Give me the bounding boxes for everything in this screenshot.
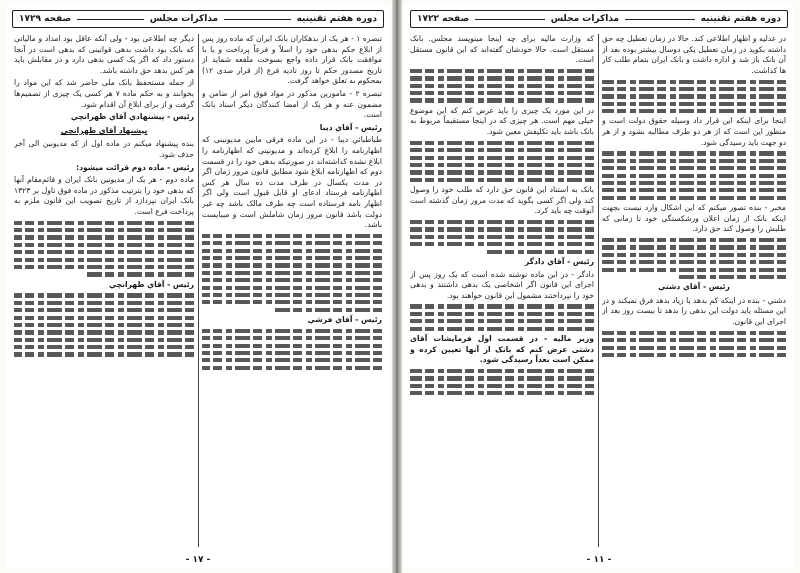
text-line [14, 293, 194, 297]
text-line [410, 69, 594, 73]
column-divider [198, 34, 199, 547]
text-line [14, 323, 194, 327]
text-line [410, 369, 594, 373]
text-line [202, 351, 382, 355]
paragraph: تبصره ۱ - هر یک از بدهکاران بانک ایران که ماده روز پس از ابلاغ حکم بدهی خود را اسلاً و فرعاً پرداخت و یا با موافقت بانک قرار داده واجع بسوخت ملفعه شمايد از تاريخ مصدور حكم تا روز تاديه فرع (از قرار صدی ۱۲) بمحکوم به تعلق خواهد گرفت. [202, 34, 382, 86]
paragraph: اینجا برای اینکه این قرار داد وسیله حقوق دولت است و منظور این است که از هر دو طرف مطالبه بشود و از هر دو جهت باید رسیدگی شود. [602, 116, 786, 147]
text-line [602, 109, 786, 113]
paragraph: که وزارت مالیه برای چه اینجا مینویسد مجلس. بانک مستقل است. حالا خودشان گفته‌اند که این قانون مستقل است. [410, 34, 594, 65]
header-rule [224, 19, 290, 20]
text-line [602, 188, 786, 192]
text-line [202, 256, 382, 260]
text-line [14, 345, 194, 349]
text-line [410, 156, 594, 160]
text-line [602, 151, 786, 155]
text-line [410, 391, 594, 395]
text-line [14, 265, 194, 269]
right-header-page-number: صفحه ۱۷۲۲ [417, 14, 470, 24]
text-line [14, 316, 194, 320]
text-line [602, 331, 786, 335]
right-page [404, 4, 794, 569]
speaker-line: رئيس - پيشنهادي آقاي طهرانچي [70, 112, 194, 122]
speaker-line: رئيس - آقاي دشتي [658, 282, 730, 292]
text-line [410, 163, 594, 167]
left-page [6, 4, 390, 569]
text-line [602, 80, 786, 84]
text-line [410, 235, 594, 239]
text-line [202, 329, 382, 333]
paragraph: تبصره ۲ - مامورين مذکور در مواد فوق امر از ضامن و مضمون عنه و هر یک از امضا کنندگان دیگر اسناد بانک است. [202, 88, 382, 120]
text-line [602, 245, 786, 249]
right-header-volume: دوره هفتم تقنینیه [700, 14, 781, 24]
paragraph: بانک به استناد این قانون حق دارد که طلب خود را وصول کند ولی اگر کسی بگوید که مدت مرور زمان گذشته است آنوقت چه باید کرد. [410, 185, 594, 216]
text-line [202, 336, 382, 340]
right-page-header [410, 10, 788, 28]
paragraph: طباطبائي ديبا - در این ماده فرقی مابین مدیونینی که اظهارنامه را ابلاغ کرده‌اند و مدیونینی که اظهارنامه را ابلاغ نشده کذاشته‌اند در صورتیکه بدهی خود را در قسمت دوم که اظهارنامه ابلاغ شود مطابق قانون مرور زمان اگر در مدت یکسال در ظرف مدت ده سال هر کس اظهارنامه فرستاد ادعای او قابل قبول است ولی اگر اظهار نامه فرستاده است چه طرف مالک باشد چه غیر دولت باشد قانون مرور زمان شاملش است و میبایست باشد. [202, 135, 382, 230]
text-line [602, 196, 786, 200]
text-line [14, 308, 194, 312]
text-line [202, 358, 382, 362]
text-line [14, 235, 194, 239]
text-line [410, 141, 594, 145]
right-header-title: مذاکرات مجلس [550, 14, 620, 24]
header-rule [77, 19, 143, 20]
right-page-footer: - ۱۱ - [586, 555, 612, 565]
text-line [410, 227, 594, 231]
text-line [14, 221, 194, 225]
paragraph: مخبر - بنده تصور میکنم که این اشکال وارد نیست بجهت اینکه بانک از زمان اعلان ورشکستگی خود تا زمانی که طلبش را وصول کند حق دارد. [602, 203, 786, 234]
text-line [484, 250, 594, 254]
speaker-line: رئيس - آقاي ديبا [319, 122, 382, 132]
text-line [602, 94, 786, 98]
text-line [14, 243, 194, 247]
text-line [202, 271, 382, 275]
text-line [14, 228, 194, 232]
paragraph: در عدلیه و اظهار اطلاعی کند. حالا در زمان تعطیل چه حق داشته بکوید در زمان تعطیل یکی دوسال بیشتر بوده بعد از آن بانک باز شد و اداره داشت و بانک ایران بتمام طلب کار ها کذاشت. [602, 34, 786, 75]
text-line [14, 352, 194, 356]
text-line [602, 102, 786, 106]
text-line [14, 338, 194, 342]
paragraph: دادگر - در این ماده نوشته شده است که یک روز پس از اجرای این قانون اگر اشخاصی یک بدهی داشتند و بدهی خود را نپرداختند مشمول این قانون خواهند بود. [410, 269, 594, 300]
text-line [602, 166, 786, 170]
text-line [410, 242, 594, 246]
text-line [202, 344, 382, 348]
header-rule [625, 19, 694, 20]
text-line [410, 327, 594, 331]
paragraph: ماده دوم - هر یک از مدیونین بانک ایران و قائم‌مقام آنها که بدهی خود را بترتیب مذکور در ماده فوق تاول بر ۱۳۲۳ بانک ایران نپردازد از تاریخ تصویب این قانون ملزم به پرداخت فرع است. [14, 175, 194, 216]
text-line [602, 338, 786, 342]
text-line [410, 170, 594, 174]
text-line [202, 286, 382, 290]
left-header-title: مذاکرات مجلس [149, 14, 219, 24]
left-page-column-right [202, 34, 382, 547]
text-line [14, 250, 194, 254]
text-line [410, 319, 594, 323]
right-page-column-right [602, 34, 786, 547]
speaker-line: رئيس - آقاي طهرانچي [108, 279, 194, 289]
paragraph: در این مورد یک چیزی را باید عرض کنم که این موضوع خیلی مهم است. هر چیزی که در اینجا مستقیماً مربوط به بانک باشد باید تکلیفش معین شود. [410, 105, 594, 137]
paragraph: دیگر چه اطلاعی بود - ولی آنکه عاقل بود امداد و مالیاتی که بانک بود داشت بدهی قوانینی که بدهی است در آنجا دستور داد که اگر یک کسی بدهی دارد و در مقابلش باید هر کس بدهد حق داشته باشد. [14, 34, 194, 75]
speaker-line: رئيس - آقاي دادگر [524, 256, 594, 266]
text-line [602, 87, 786, 91]
text-line [602, 238, 786, 242]
paragraph: از جمله مستحفظ بانک ملی حاضر شد که این مواد را بخوانند و به حکم ماده ۷ هر کسی یک چیزی از تصمیم‌ها گرفت و از برای ابلاغ آن اقدام شود. [14, 78, 194, 109]
text-line [202, 278, 382, 282]
left-header-volume: دوره هفتم تقنینیه [296, 14, 377, 24]
text-line [202, 241, 382, 245]
text-line [602, 353, 786, 357]
text-line [14, 258, 194, 262]
text-line [202, 263, 382, 267]
text-line [602, 268, 786, 272]
header-rule [475, 19, 544, 20]
text-line [202, 234, 382, 238]
section-heading: پيشنهاد آقاي طهرانچي [60, 125, 148, 135]
text-line [14, 301, 194, 305]
text-line [602, 174, 786, 178]
text-line [410, 220, 594, 224]
text-line [602, 253, 786, 257]
paragraph: دشتي - بنده در اینکه کم بدهد یا زیاد بدهد فرق نمیکند و در این مسئله باید دولت این بدهی را بدهد تا بیست روز بعد از اجرای این قانون. [602, 295, 786, 327]
text-line [410, 304, 594, 308]
text-line [410, 148, 594, 152]
text-line [410, 312, 594, 316]
right-page-column-left [410, 34, 594, 547]
speaker-line: وزير ماليه - در قسمت اول فرمایشات آقای دشتی عرض کنم که بانک از آنها تعیین کرده و ممکن است بعداً رسیدگی شود. [410, 333, 594, 365]
left-page-footer: - ۱۷ - [185, 555, 211, 565]
text-line [410, 91, 594, 95]
text-line [676, 275, 786, 279]
text-line [202, 366, 382, 370]
text-line [410, 98, 594, 102]
speaker-line: رئيس - آقاي فرشي [307, 315, 382, 324]
text-line [602, 260, 786, 264]
left-page-column-left [14, 34, 194, 547]
text-line [14, 330, 194, 334]
text-line [410, 178, 594, 182]
text-line [202, 293, 382, 297]
left-header-page-number: صفحه ۱۷۲۹ [19, 14, 72, 24]
text-line [274, 308, 382, 312]
text-line [602, 181, 786, 185]
text-line [602, 159, 786, 163]
book-gutter [392, 0, 402, 573]
text-line [410, 76, 594, 80]
speaker-line: رئيس - ماده دوم قرائت میشود: [76, 162, 194, 172]
paragraph: بنده پیشنهاد میکنم در ماده اول از که مدیونین الی آخر حذف شود. [14, 139, 194, 159]
text-line [86, 272, 194, 276]
text-line [202, 249, 382, 253]
left-page-header [12, 10, 384, 28]
text-line [410, 84, 594, 88]
text-line [202, 300, 382, 304]
column-divider [598, 34, 599, 547]
text-line [410, 384, 594, 388]
text-line [602, 346, 786, 350]
text-line [410, 376, 594, 380]
